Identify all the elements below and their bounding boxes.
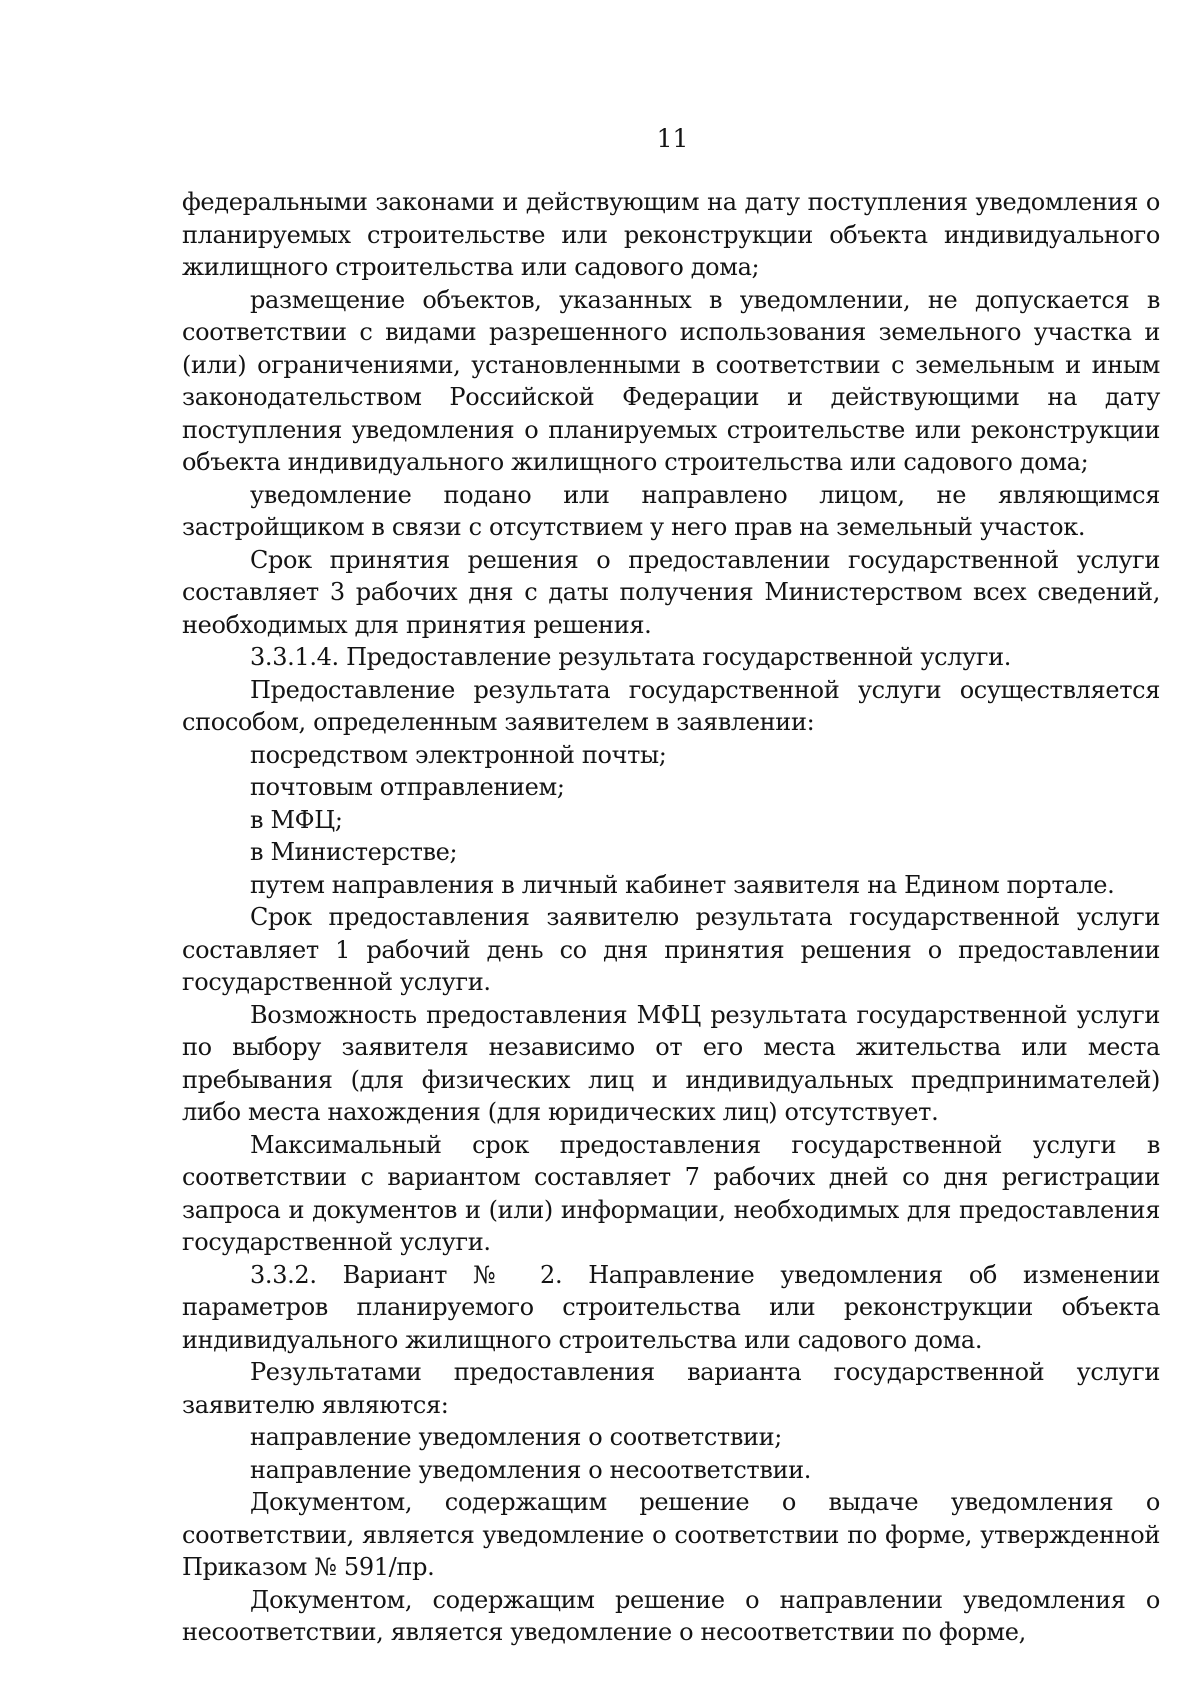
paragraph-result-delivery: Предоставление результата государственной услуги осуществляется способом, определенным заявителем в заявлении: (182, 675, 1160, 736)
paragraph-mfc-possibility: Возможность предоставления МФЦ результата государственной услуги по выбору заявителя независимо от его места жительства или места пребывания (для физических лиц и индивидуальных предпринимателей) либо места нахождения (для юридических лиц) отсутствует. (182, 1000, 1160, 1126)
list-item-compliance: направление уведомления о соответствии; (250, 1423, 783, 1451)
paragraph-result-term: Срок предоставления заявителю результата государственной услуги составляет 1 рабочий день со дня принятия решения о предоставлении государственной услуги. (182, 903, 1160, 996)
section-heading-3-3-1-4: 3.3.1.4. Предоставление результата государственной услуги. (250, 643, 1012, 671)
list-item-email: посредством электронной почты; (250, 740, 667, 769)
page-number: 11 (656, 124, 689, 153)
section-heading-3-3-2: 3.3.2. Вариант № 2. Направление уведомления об изменении параметров планируемого строительства или реконструкции объекта индивидуального жилищного строительства или садового дома. (182, 1260, 1160, 1354)
list-item-noncompliance: направление уведомления о несоответствии. (250, 1455, 812, 1484)
paragraph-placement-not-allowed: размещение объектов, указанных в уведомлении, не допускается в соответствии с видами разрешенного использования земельного участка и (или) ограничениями, установленными в соответствии с земельным и иным законодательством Российской Федерации и действующими на дату поступления уведомления о планируемых строительстве или реконструкции объекта индивидуального жилищного строительства или садового дома; (182, 285, 1160, 476)
paragraph-compliance-document: Документом, содержащим решение о выдаче уведомления о соответствии, является уведомление о соответствии по форме, утвержденной Приказом № 591/пр. (182, 1488, 1160, 1581)
list-item-ministry: в Министерстве; (250, 838, 458, 866)
paragraph-not-developer: уведомление подано или направлено лицом, не являющимся застройщиком в связи с отсутствием у него прав на земельный участок. (182, 480, 1160, 541)
paragraph-variant-results: Результатами предоставления варианта государственной услуги заявителю являются: (182, 1358, 1160, 1419)
list-item-mfc: в МФЦ; (250, 805, 343, 834)
paragraph-decision-term: Срок принятия решения о предоставлении государственной услуги составляет 3 рабочих дня с даты получения Министерством всех сведений, необходимых для принятия решения. (182, 545, 1160, 639)
document-body (182, 186, 1160, 1649)
paragraph-continuation: федеральными законами и действующим на дату поступления уведомления о планируемых строительстве или реконструкции объекта индивидуального жилищного строительства или садового дома; (182, 188, 1160, 281)
paragraph-max-term: Максимальный срок предоставления государственной услуги в соответствии с вариантом составляет 7 рабочих дней со дня регистрации запроса и документов и (или) информации, необходимых для предоставления государственной услуги. (182, 1130, 1160, 1256)
paragraph-noncompliance-document: Документом, содержащим решение о направлении уведомления о несоответствии, является уведомление о несоответствии по форме, (182, 1585, 1160, 1646)
list-item-portal: путем направления в личный кабинет заявителя на Едином портале. (250, 870, 1115, 899)
list-item-post: почтовым отправлением; (250, 773, 565, 801)
